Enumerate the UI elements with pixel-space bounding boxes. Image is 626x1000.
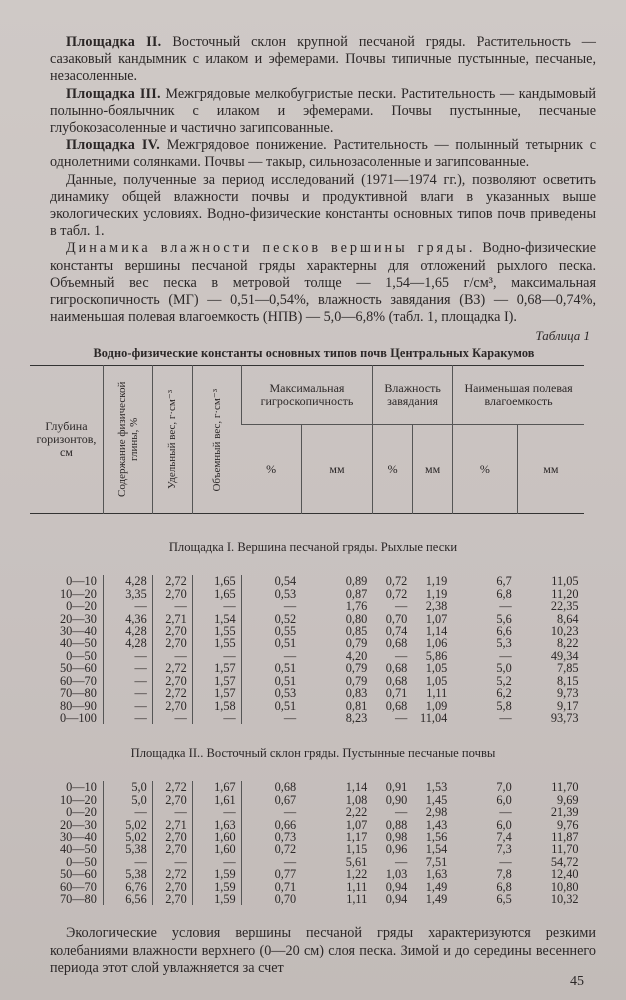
cell-max-hygro-mm: 4,20 [345,648,368,663]
cell-max-hygro-pct: 0,55 [241,625,301,637]
cell-volume-weight: — [192,856,241,868]
cell-wilting-pct: 0,71 [385,686,408,701]
paragraph-lead-spaced: Динамика влажности песков вершины гряды. [66,240,476,257]
cell-wilting-pct: 0,70 [385,611,408,626]
cell-specific-weight: — [152,650,192,662]
table-number: Таблица 1 [535,328,590,344]
cell-wilting-mm: 7,51 [425,854,448,869]
cell-depth: 0—20 [66,805,97,820]
cell-volume-weight: 1,60 [192,843,241,855]
cell-depth: 50—60 [59,867,97,882]
cell-wilting-pct: 0,68 [385,698,408,713]
cell-wilting-pct: 0,94 [385,879,408,894]
cell-wilting-mm: 1,45 [425,792,448,807]
table-row [30,687,584,699]
cell-max-hygro-mm: 1,11 [346,891,368,906]
cell-field-capacity-pct: 5,3 [496,636,512,651]
cell-depth: 0—100 [59,710,97,725]
cell-clay: — [103,650,152,662]
table-row [30,662,584,674]
cell-field-capacity-pct: 6,7 [496,574,512,589]
cell-wilting-pct: — [394,599,408,614]
cell-field-capacity-pct: — [499,648,512,663]
paragraph-text: Межгрядовые мелкобугристые пески. Растительность — кандымовый полынно-боялычник с илаком и эфемерами. Почвы пустынные, песчаные глубокозасоленные и частично загипсованные. [50,85,596,137]
cell-specific-weight: 2,70 [152,625,192,637]
cell-max-hygro-mm: 0,87 [345,586,368,601]
cell-wilting-pct: 0,68 [385,636,408,651]
data-table-plot-1 [30,575,584,724]
cell-field-capacity-pct: 7,4 [496,829,512,844]
cell-wilting-mm: 1,14 [425,624,448,639]
cell-field-capacity-mm: 22,35 [550,599,579,614]
cell-volume-weight: 1,60 [192,831,241,843]
cell-volume-weight: 1,61 [192,794,241,806]
cell-field-capacity-mm: 11,05 [551,574,579,589]
paragraph-closing: Экологические условия вершины песчаной гряды характеризуются резкими колебаниями влажности верхнего (0—20 см) слоя песка. Зимой и до середины весеннего периода этот слой увлажняется за счет [50,925,596,976]
cell-volume-weight: 1,59 [192,868,241,880]
cell-specific-weight: 2,70 [152,637,192,649]
cell-depth: 0—50 [66,854,97,869]
cell-field-capacity-pct: 5,6 [496,611,512,626]
cell-wilting-pct: — [394,648,408,663]
cell-max-hygro-pct: 0,51 [241,662,301,674]
section-title-plot-1: Площадка I. Вершина песчаной гряды. Рыхлые пески [168,540,458,555]
cell-field-capacity-pct: — [499,710,512,725]
cell-depth: 60—70 [59,673,97,688]
cell-max-hygro-mm: 0,85 [345,624,368,639]
header-specific-cell [152,366,192,514]
cell-max-hygro-mm: 0,79 [345,636,368,651]
cell-clay: 5,38 [103,843,152,855]
cell-field-capacity-mm: 9,69 [556,792,579,807]
cell-wilting-mm: 5,86 [425,648,448,663]
cell-depth: 60—70 [59,879,97,894]
table-row [30,575,584,587]
cell-depth: 0—50 [66,648,97,663]
cell-volume-weight: 1,57 [192,675,241,687]
cell-max-hygro-mm: 0,83 [345,686,368,701]
cell-field-capacity-mm: 7,85 [556,661,579,676]
cell-max-hygro-mm: 0,79 [345,673,368,688]
cell-field-capacity-mm: 11,70 [551,780,579,795]
cell-depth: 10—20 [59,792,97,807]
cell-clay: 6,76 [103,881,152,893]
cell-specific-weight: 2,70 [152,675,192,687]
cell-wilting-mm: 1,11 [426,686,448,701]
cell-max-hygro-mm: 1,17 [345,829,368,844]
cell-max-hygro-mm: 1,15 [345,842,368,857]
cell-clay: 5,0 [103,794,152,806]
cell-clay: 5,02 [103,819,152,831]
cell-volume-weight: 1,57 [192,687,241,699]
cell-wilting-pct: 0,91 [385,780,408,795]
cell-wilting-mm: 1,05 [425,661,448,676]
cell-wilting-pct: 0,96 [385,842,408,857]
header-unit-mm: мм [413,425,453,514]
cell-wilting-mm: 1,19 [425,574,448,589]
table-row [30,712,584,724]
table-title: Водно-физические константы основных типов почв Центральных Каракумов [93,346,535,361]
paragraph-ridge-moisture [50,240,596,326]
cell-specific-weight: 2,70 [152,893,192,905]
cell-wilting-pct: 1,03 [385,867,408,882]
cell-max-hygro-pct: 0,53 [241,588,301,600]
table-row [30,893,584,905]
cell-max-hygro-pct: 0,73 [241,831,301,843]
cell-wilting-mm: 1,49 [425,879,448,894]
cell-field-capacity-pct: — [499,805,512,820]
paragraph-text: Водно-физические константы вершины песчаной гряды характерны для отложений рыхлого песка. Объемный вес песка в метровой толще — 1,54—1,65 г/см³, максимальная гигроскопичность (МГ) — 0,51—0,54%, влажность завядания (ВЗ) — 0,68—0,74%, наименьшая полевая влагоемкость (НПВ) — 5,0—6,8% (табл. 1, площадка I). [50,240,597,326]
data-table-plot-2 [30,781,584,905]
header-unit-percent: % [241,425,301,514]
header-wilting-point: Влажность завядания [373,366,453,425]
cell-volume-weight: 1,55 [192,637,241,649]
cell-clay: — [103,806,152,818]
cell-max-hygro-mm: 0,89 [345,574,368,589]
page-number: 45 [570,974,584,989]
header-unit-mm: мм [517,425,584,514]
cell-max-hygro-mm: 5,61 [345,854,368,869]
cell-wilting-mm: 2,38 [425,599,448,614]
cell-field-capacity-pct: 5,8 [496,698,512,713]
header-max-hygroscopicity: Максимальная гигроскопичность [241,366,372,425]
cell-volume-weight: 1,54 [192,613,241,625]
cell-max-hygro-pct: 0,77 [241,868,301,880]
table-row [30,781,584,793]
cell-max-hygro-mm: 1,07 [345,817,368,832]
cell-max-hygro-pct: 0,51 [241,675,301,687]
cell-clay: 4,28 [103,637,152,649]
cell-field-capacity-pct: 6,0 [496,817,512,832]
header-clay: Содержание физической глины, % [115,382,140,498]
cell-wilting-pct: 0,68 [385,661,408,676]
cell-wilting-mm: 1,54 [425,842,448,857]
cell-volume-weight: 1,67 [192,781,241,793]
cell-field-capacity-mm: 54,72 [550,854,579,869]
cell-field-capacity-pct: 5,0 [496,661,512,676]
cell-max-hygro-mm: 0,80 [345,611,368,626]
cell-field-capacity-mm: 8,64 [556,611,579,626]
cell-max-hygro-pct: — [241,600,301,612]
paragraph-plot-3 [50,86,596,138]
table-row [30,600,584,612]
cell-volume-weight: — [192,712,241,724]
cell-depth: 30—40 [59,829,97,844]
cell-specific-weight: 2,72 [152,662,192,674]
cell-volume-weight: — [192,600,241,612]
cell-wilting-mm: 1,19 [425,586,448,601]
header-depth: Глубина горизонтов, см [36,419,97,460]
cell-clay: 3,35 [103,588,152,600]
cell-depth: 10—20 [59,586,97,601]
cell-volume-weight: — [192,650,241,662]
section-title-plot-2: Площадка II.. Восточный склон гряды. Пустынные песчаные почвы [130,746,496,761]
cell-depth: 0—10 [66,574,97,589]
cell-clay: 5,02 [103,831,152,843]
cell-field-capacity-mm: 93,73 [550,710,579,725]
header-specific-weight: Удельный вес, г·см⁻³ [166,390,179,490]
cell-volume-weight: 1,58 [192,700,241,712]
cell-max-hygro-pct: 0,72 [241,843,301,855]
paragraph-lead: Площадка III. [66,85,161,102]
cell-wilting-pct: 0,72 [385,586,408,601]
paragraph-text: Данные, полученные за период исследований (1971—1974 гг.), позволяют осветить динамику общей влажности почвы и продуктивной влаги в указанных выше экологических условиях. Водно-физические константы основных типов почв приведены в табл. 1. [50,171,596,240]
cell-wilting-mm: 1,07 [425,611,448,626]
cell-volume-weight: 1,65 [192,588,241,600]
cell-wilting-pct: 0,68 [385,673,408,688]
cell-field-capacity-mm: 10,32 [550,891,579,906]
header-volume-weight: Объемный вес, г·см⁻³ [210,388,223,492]
cell-max-hygro-pct: 0,70 [241,893,301,905]
cell-field-capacity-mm: 10,80 [550,879,579,894]
cell-max-hygro-pct: — [241,806,301,818]
cell-wilting-pct: 0,72 [385,574,408,589]
cell-field-capacity-mm: 9,17 [556,698,579,713]
cell-max-hygro-pct: 0,71 [241,881,301,893]
cell-wilting-mm: 1,63 [425,867,448,882]
cell-volume-weight: 1,59 [192,881,241,893]
cell-field-capacity-mm: 9,76 [556,817,579,832]
cell-volume-weight: 1,55 [192,625,241,637]
cell-specific-weight: 2,72 [152,781,192,793]
table-row [30,868,584,880]
cell-specific-weight: 2,70 [152,843,192,855]
cell-wilting-mm: 1,09 [425,698,448,713]
cell-depth: 70—80 [59,686,97,701]
cell-specific-weight: — [152,712,192,724]
header-field-capacity: Наименьшая полевая влагоемкость [453,366,584,425]
cell-wilting-pct: 0,98 [385,829,408,844]
cell-field-capacity-pct: 6,5 [496,891,512,906]
cell-max-hygro-pct: 0,67 [241,794,301,806]
cell-specific-weight: 2,70 [152,831,192,843]
cell-field-capacity-pct: 6,6 [496,624,512,639]
cell-depth: 70—80 [59,891,97,906]
cell-wilting-pct: 0,74 [385,624,408,639]
cell-depth: 0—20 [66,599,97,614]
paragraph-data-summary [50,172,596,241]
cell-depth: 40—50 [59,636,97,651]
cell-field-capacity-mm: 11,87 [551,829,579,844]
cell-specific-weight: — [152,600,192,612]
table-row [30,843,584,855]
cell-max-hygro-mm: 1,76 [345,599,368,614]
cell-wilting-pct: 0,90 [385,792,408,807]
cell-specific-weight: 2,70 [152,700,192,712]
cell-specific-weight: 2,72 [152,687,192,699]
cell-wilting-pct: 0,94 [385,891,408,906]
cell-volume-weight: 1,65 [192,575,241,587]
cell-field-capacity-mm: 11,20 [551,586,579,601]
cell-depth: 20—30 [59,611,97,626]
cell-depth: 80—90 [59,698,97,713]
cell-clay: — [103,662,152,674]
header-unit-percent: % [453,425,518,514]
cell-max-hygro-pct: 0,54 [241,575,301,587]
header-unit-mm: мм [301,425,372,514]
cell-volume-weight: — [192,806,241,818]
cell-volume-weight: 1,59 [192,893,241,905]
cell-clay: — [103,600,152,612]
cell-field-capacity-mm: 21,39 [550,805,579,820]
cell-wilting-pct: 0,88 [385,817,408,832]
cell-depth: 50—60 [59,661,97,676]
cell-field-capacity-pct: 7,0 [496,780,512,795]
header-unit-percent: % [373,425,413,514]
cell-specific-weight: — [152,856,192,868]
cell-depth: 40—50 [59,842,97,857]
cell-clay: — [103,675,152,687]
cell-specific-weight: 2,71 [152,819,192,831]
cell-max-hygro-pct: 0,68 [241,781,301,793]
paragraph-plot-2 [50,34,596,86]
cell-max-hygro-pct: 0,66 [241,819,301,831]
cell-specific-weight: — [152,806,192,818]
cell-wilting-mm: 1,43 [425,817,448,832]
cell-clay: — [103,700,152,712]
cell-field-capacity-mm: 8,15 [556,673,579,688]
table-row [30,806,584,818]
cell-max-hygro-mm: 0,81 [345,698,368,713]
cell-field-capacity-mm: 49,34 [550,648,579,663]
cell-field-capacity-pct: 6,8 [496,586,512,601]
cell-clay: — [103,687,152,699]
cell-wilting-mm: 1,53 [425,780,448,795]
cell-max-hygro-pct: 0,52 [241,613,301,625]
cell-max-hygro-mm: 1,14 [345,780,368,795]
cell-max-hygro-pct: 0,51 [241,637,301,649]
header-volume-cell [192,366,241,514]
cell-specific-weight: 2,71 [152,613,192,625]
cell-wilting-mm: 1,05 [425,673,448,688]
cell-clay: 5,0 [103,781,152,793]
cell-clay: — [103,712,152,724]
cell-max-hygro-pct: — [241,856,301,868]
cell-clay: 4,28 [103,625,152,637]
cell-max-hygro-pct: 0,53 [241,687,301,699]
cell-wilting-mm: 2,98 [425,805,448,820]
cell-wilting-mm: 11,04 [420,710,448,725]
paragraph-plot-4 [50,137,596,171]
cell-field-capacity-pct: 5,2 [496,673,512,688]
cell-max-hygro-mm: 1,22 [345,867,368,882]
cell-max-hygro-pct: — [241,712,301,724]
cell-wilting-pct: — [394,805,408,820]
cell-wilting-mm: 1,56 [425,829,448,844]
cell-wilting-pct: — [394,854,408,869]
cell-specific-weight: 2,70 [152,794,192,806]
cell-field-capacity-mm: 12,40 [550,867,579,882]
cell-volume-weight: 1,57 [192,662,241,674]
cell-field-capacity-pct: 6,2 [496,686,512,701]
cell-max-hygro-mm: 2,22 [345,805,368,820]
cell-clay: — [103,856,152,868]
cell-specific-weight: 2,70 [152,588,192,600]
cell-specific-weight: 2,72 [152,868,192,880]
cell-clay: 5,38 [103,868,152,880]
cell-clay: 6,56 [103,893,152,905]
cell-wilting-mm: 1,49 [425,891,448,906]
cell-clay: 4,36 [103,613,152,625]
cell-field-capacity-pct: 6,8 [496,879,512,894]
cell-wilting-mm: 1,06 [425,636,448,651]
cell-max-hygro-mm: 8,23 [345,710,368,725]
cell-max-hygro-pct: — [241,650,301,662]
cell-specific-weight: 2,70 [152,881,192,893]
cell-depth: 0—10 [66,780,97,795]
cell-wilting-pct: — [394,710,408,725]
cell-max-hygro-pct: 0,51 [241,700,301,712]
cell-depth: 20—30 [59,817,97,832]
cell-max-hygro-mm: 1,11 [346,879,368,894]
paragraph-lead: Площадка II. [66,34,162,50]
cell-specific-weight: 2,72 [152,575,192,587]
cell-field-capacity-mm: 9,73 [556,686,579,701]
cell-field-capacity-pct: — [499,599,512,614]
cell-field-capacity-pct: 7,3 [496,842,512,857]
paragraph-text: Восточный склон крупной песчаной гряды. Растительность — сазаковый кандымник с илаком и эфемерами. Почвы типичные пустынные, песчаные, незасоленные. [50,34,596,85]
paragraph-text: Межгрядовое понижение. Растительность — полынный тетырник с однолетними солянками. Почвы — такыр, сильнозасоленные и загипсованные. [50,137,596,171]
cell-field-capacity-pct: 6,0 [496,792,512,807]
header-clay-cell [103,366,152,514]
cell-field-capacity-pct: — [499,854,512,869]
cell-clay: 4,28 [103,575,152,587]
paragraph-lead: Площадка IV. [66,137,161,154]
cell-field-capacity-mm: 11,70 [551,842,579,857]
cell-depth: 30—40 [59,624,97,639]
cell-max-hygro-mm: 1,08 [345,792,368,807]
cell-field-capacity-mm: 10,23 [550,624,579,639]
cell-field-capacity-mm: 8,22 [556,636,579,651]
cell-volume-weight: 1,63 [192,819,241,831]
cell-field-capacity-pct: 7,8 [496,867,512,882]
cell-max-hygro-mm: 0,79 [345,661,368,676]
table-header [30,365,584,514]
